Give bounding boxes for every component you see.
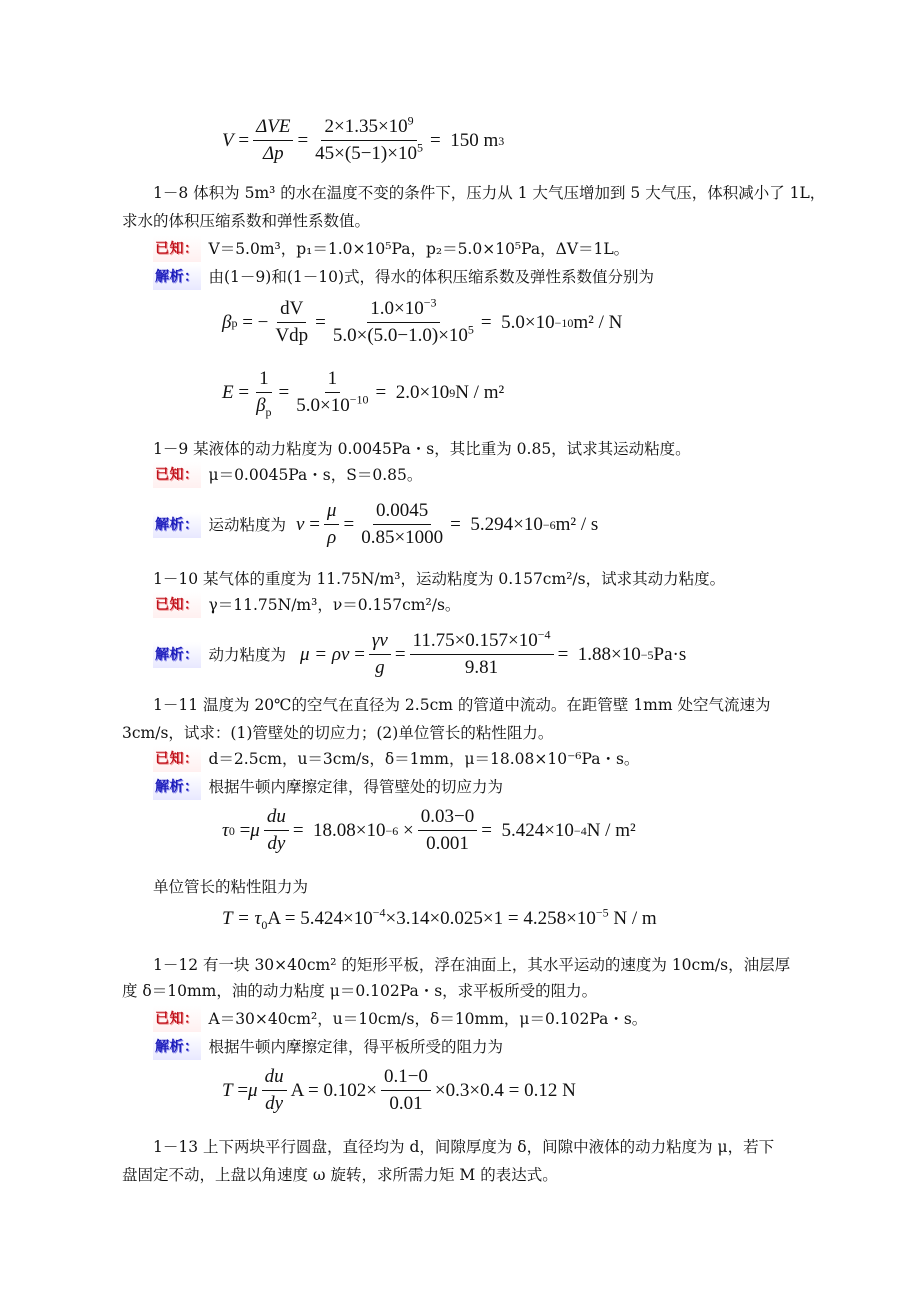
problem-1-11-text-cont: 3cm/s，试求：(1)管壁处的切应力；(2)单位管长的粘性阻力。	[122, 724, 554, 742]
problem-1-9-text: 1－9 某液体的动力粘度为 0.0045Pa・s，其比重为 0.85，试求其运动粘度。	[153, 440, 691, 458]
equation-volume: V = $\frac{\text{ΔVE}}{\Delta p}$ = $\frac{2\times 1.35\times 10^9}{45\times(5-1)\times 10^5}$ = 150 m 3	[222, 113, 505, 164]
problem-1-11-subheading: 单位管长的粘性阻力为	[153, 878, 309, 896]
problem-1-8-known: 已知： V＝5.0m³，p₁＝1.0×10⁵Pa，p₂＝5.0×10⁵Pa，ΔV＝1L。	[153, 236, 629, 262]
problem-1-12-solution: 解析： 根据牛顿内摩擦定律，得平板所受的阻力为	[153, 1034, 503, 1060]
fraction: $\frac{2\times 1.35\times 10^9}{45\times(5-1)\times 10^5}$	[315, 113, 423, 164]
problem-1-9-known: 已知： μ＝0.0045Pa・s，S＝0.85。	[153, 462, 422, 488]
problem-1-12-text-cont: 度 δ＝10mm，油的动力粘度 μ＝0.102Pa・s，求平板所受的阻力。	[122, 982, 598, 1000]
equation-kinematic-viscosity: ν = $\frac{\mu}{\rho}$ = $\frac{0.0045}{0.85\times 1000}$ = 5.294×10 −6 m² / s	[296, 500, 599, 548]
problem-1-13-text: 1－13 上下两块平行圆盘，直径均为 d，间隙厚度为 δ，间隙中液体的动力粘度为 μ，若下	[153, 1138, 775, 1156]
known-tag: 已知：	[153, 236, 201, 262]
equation-plate-resistance: T = μ $\frac{du}{dy}$ A = 0.102× $\frac{0.1-0}{0.01}$ ×0.3×0.4 = 0.12 N	[222, 1066, 576, 1114]
problem-1-11-known: 已知： d＝2.5cm，u＝3cm/s，δ＝1mm，μ＝18.08×10⁻⁶Pa・s。	[153, 746, 639, 772]
problem-1-11-solution: 解析： 根据牛顿内摩擦定律，得管壁处的切应力为	[153, 774, 503, 800]
equation-compressibility: β p = − $\frac{dV}{\text{Vdp}}$ = $\frac{1.0\times 10^{-3}}{5.0\times(5.0-1.0)\times 10^5}$ = 5.0×10 −10 m² / N	[222, 295, 623, 346]
problem-1-8-text-cont: 求水的体积压缩系数和弹性系数值。	[122, 212, 371, 230]
problem-1-11-text: 1－11 温度为 20℃的空气在直径为 2.5cm 的管道中流动。在距管壁 1mm 处空气流速为	[153, 696, 771, 714]
problem-1-12-text: 1－12 有一块 30×40cm² 的矩形平板，浮在油面上，其水平运动的速度为 10cm/s，油层厚	[153, 956, 791, 974]
problem-1-10-solution: 解析： 动力粘度为 μ = ρν = $\frac{\gamma\nu}{g}$ = $\frac{11.75\times 0.157\times 10^{-4}}{9.81}$ = 1.88×10 −5 Pa·s	[155, 627, 687, 678]
equation-dynamic-viscosity: μ = ρν = $\frac{\gamma\nu}{g}$ = $\frac{11.75\times 0.157\times 10^{-4}}{9.81}$ = 1.88×10 −5 Pa·s	[300, 627, 687, 678]
solution-tag: 解析：	[153, 264, 201, 290]
fraction: $\frac{\text{ΔVE}}{\Delta p}$	[253, 116, 293, 165]
problem-1-10-text: 1－10 某气体的重度为 11.75N/m³，运动粘度为 0.157cm²/s，试求其动力粘度。	[153, 570, 726, 588]
equation-elastic-modulus: E = $\frac{1}{\beta_p}$ = $\frac{1}{5.0\times 10^{-10}}$ = 2.0×10 9 N / m²	[222, 368, 505, 419]
problem-1-10-known: 已知： γ＝11.75N/m³，ν＝0.157cm²/s。	[153, 592, 460, 618]
equation-shear-stress: τ 0 = μ $\frac{du}{dy}$ = 18.08×10 −6 × $\frac{0.03-0}{0.001}$ = 5.424×10 −4 N / m²	[222, 806, 636, 854]
problem-1-13-text-cont: 盘固定不动，上盘以角速度 ω 旋转，求所需力矩 M 的表达式。	[122, 1166, 558, 1184]
problem-1-8-solution: 解析： 由(1－9)和(1－10)式，得水的体积压缩系数及弹性系数值分别为	[153, 264, 654, 290]
problem-1-12-known: 已知： A＝30×40cm²，u＝10cm/s，δ＝10mm，μ＝0.102Pa・s。	[153, 1006, 647, 1032]
problem-1-8-text: 1－8 体积为 5m³ 的水在温度不变的条件下，压力从 1 大气压增加到 5 大气压，体积减小了 1L，	[153, 184, 826, 202]
equation-viscous-resistance: $T = \tau_0A = 5.424\times 10^{-4}\times 3.14\times 0.025\times 1 = 4.258\times 10^{-5}$ N / m	[222, 905, 657, 932]
problem-1-9-solution: 解析： 运动粘度为 ν = $\frac{\mu}{\rho}$ = $\frac{0.0045}{0.85\times 1000}$ = 5.294×10 −6 m² / s	[155, 500, 599, 548]
